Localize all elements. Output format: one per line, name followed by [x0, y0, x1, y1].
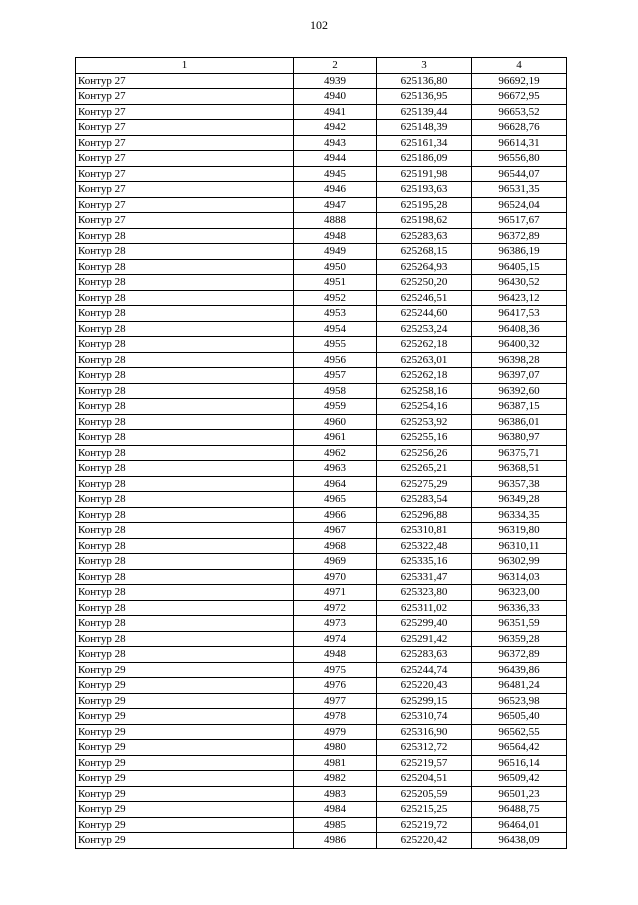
contour-name-cell: Контур 28 — [76, 306, 294, 322]
x-coordinate-cell: 625310,81 — [377, 523, 472, 539]
table-row — [76, 182, 567, 198]
contour-name-cell: Контур 27 — [76, 73, 294, 89]
contour-name-cell: Контур 28 — [76, 244, 294, 260]
y-coordinate-cell: 96359,28 — [472, 631, 567, 647]
table-row — [76, 430, 567, 446]
table-row — [76, 538, 567, 554]
x-coordinate-cell: 625136,80 — [377, 73, 472, 89]
x-coordinate-cell: 625283,63 — [377, 647, 472, 663]
table-row — [76, 151, 567, 167]
contour-name-cell: Контур 28 — [76, 368, 294, 384]
contour-name-cell: Контур 28 — [76, 352, 294, 368]
point-number-cell: 4954 — [294, 321, 377, 337]
x-coordinate-cell: 625311,02 — [377, 600, 472, 616]
point-number-cell: 4972 — [294, 600, 377, 616]
y-coordinate-cell: 96517,67 — [472, 213, 567, 229]
y-coordinate-cell: 96628,76 — [472, 120, 567, 136]
x-coordinate-cell: 625283,63 — [377, 228, 472, 244]
point-number-cell: 4983 — [294, 786, 377, 802]
x-coordinate-cell: 625312,72 — [377, 740, 472, 756]
table-row — [76, 523, 567, 539]
contour-name-cell: Контур 28 — [76, 430, 294, 446]
point-number-cell: 4948 — [294, 647, 377, 663]
x-coordinate-cell: 625291,42 — [377, 631, 472, 647]
x-coordinate-cell: 625323,80 — [377, 585, 472, 601]
contour-name-cell: Контур 28 — [76, 337, 294, 353]
point-number-cell: 4947 — [294, 197, 377, 213]
contour-name-cell: Контур 29 — [76, 817, 294, 833]
y-coordinate-cell: 96398,28 — [472, 352, 567, 368]
point-number-cell: 4968 — [294, 538, 377, 554]
table-row — [76, 135, 567, 151]
y-coordinate-cell: 96397,07 — [472, 368, 567, 384]
contour-name-cell: Контур 28 — [76, 631, 294, 647]
contour-name-cell: Контур 27 — [76, 104, 294, 120]
x-coordinate-cell: 625250,20 — [377, 275, 472, 291]
x-coordinate-cell: 625322,48 — [377, 538, 472, 554]
contour-name-cell: Контур 29 — [76, 724, 294, 740]
table-row — [76, 445, 567, 461]
x-coordinate-cell: 625268,15 — [377, 244, 472, 260]
y-coordinate-cell: 96380,97 — [472, 430, 567, 446]
y-coordinate-cell: 96408,36 — [472, 321, 567, 337]
y-coordinate-cell: 96509,42 — [472, 771, 567, 787]
y-coordinate-cell: 96334,35 — [472, 507, 567, 523]
point-number-cell: 4974 — [294, 631, 377, 647]
y-coordinate-cell: 96653,52 — [472, 104, 567, 120]
x-coordinate-cell: 625258,16 — [377, 383, 472, 399]
table-row — [76, 709, 567, 725]
contour-name-cell: Контур 28 — [76, 492, 294, 508]
table-row — [76, 228, 567, 244]
point-number-cell: 4973 — [294, 616, 377, 632]
contour-name-cell: Контур 28 — [76, 259, 294, 275]
point-number-cell: 4888 — [294, 213, 377, 229]
x-coordinate-cell: 625193,63 — [377, 182, 472, 198]
point-number-cell: 4943 — [294, 135, 377, 151]
x-coordinate-cell: 625253,92 — [377, 414, 472, 430]
y-coordinate-cell: 96375,71 — [472, 445, 567, 461]
point-number-cell: 4976 — [294, 678, 377, 694]
x-coordinate-cell: 625283,54 — [377, 492, 472, 508]
contour-name-cell: Контур 29 — [76, 693, 294, 709]
y-coordinate-cell: 96336,33 — [472, 600, 567, 616]
point-number-cell: 4980 — [294, 740, 377, 756]
point-number-cell: 4971 — [294, 585, 377, 601]
y-coordinate-cell: 96386,19 — [472, 244, 567, 260]
contour-name-cell: Контур 29 — [76, 833, 294, 849]
y-coordinate-cell: 96319,80 — [472, 523, 567, 539]
point-number-cell: 4967 — [294, 523, 377, 539]
table-row — [76, 275, 567, 291]
column-header: 1 — [76, 58, 294, 74]
x-coordinate-cell: 625204,51 — [377, 771, 472, 787]
contour-name-cell: Контур 28 — [76, 523, 294, 539]
point-number-cell: 4962 — [294, 445, 377, 461]
x-coordinate-cell: 625262,18 — [377, 337, 472, 353]
contour-name-cell: Контур 29 — [76, 786, 294, 802]
x-coordinate-cell: 625205,59 — [377, 786, 472, 802]
y-coordinate-cell: 96438,09 — [472, 833, 567, 849]
x-coordinate-cell: 625255,16 — [377, 430, 472, 446]
x-coordinate-cell: 625148,39 — [377, 120, 472, 136]
table-row — [76, 569, 567, 585]
table-row — [76, 631, 567, 647]
table-row — [76, 383, 567, 399]
x-coordinate-cell: 625256,26 — [377, 445, 472, 461]
contour-name-cell: Контур 29 — [76, 755, 294, 771]
table-body — [76, 73, 567, 848]
contour-name-cell: Контур 28 — [76, 538, 294, 554]
table-row — [76, 399, 567, 415]
table-row — [76, 244, 567, 260]
x-coordinate-cell: 625296,88 — [377, 507, 472, 523]
point-number-cell: 4953 — [294, 306, 377, 322]
table-row — [76, 647, 567, 663]
point-number-cell: 4949 — [294, 244, 377, 260]
contour-name-cell: Контур 28 — [76, 569, 294, 585]
table-row — [76, 585, 567, 601]
y-coordinate-cell: 96314,03 — [472, 569, 567, 585]
table-row — [76, 662, 567, 678]
x-coordinate-cell: 625215,25 — [377, 802, 472, 818]
y-coordinate-cell: 96349,28 — [472, 492, 567, 508]
y-coordinate-cell: 96323,00 — [472, 585, 567, 601]
contour-name-cell: Контур 28 — [76, 476, 294, 492]
y-coordinate-cell: 96417,53 — [472, 306, 567, 322]
table-row — [76, 802, 567, 818]
x-coordinate-cell: 625262,18 — [377, 368, 472, 384]
contour-name-cell: Контур 28 — [76, 585, 294, 601]
table-row — [76, 321, 567, 337]
x-coordinate-cell: 625299,40 — [377, 616, 472, 632]
point-number-cell: 4979 — [294, 724, 377, 740]
contour-name-cell: Контур 28 — [76, 445, 294, 461]
contour-name-cell: Контур 29 — [76, 740, 294, 756]
contour-name-cell: Контур 28 — [76, 507, 294, 523]
contour-name-cell: Контур 28 — [76, 290, 294, 306]
x-coordinate-cell: 625161,34 — [377, 135, 472, 151]
point-number-cell: 4986 — [294, 833, 377, 849]
contour-name-cell: Контур 28 — [76, 616, 294, 632]
point-number-cell: 4958 — [294, 383, 377, 399]
column-header: 3 — [377, 58, 472, 74]
table-row — [76, 368, 567, 384]
table-row — [76, 352, 567, 368]
x-coordinate-cell: 625244,74 — [377, 662, 472, 678]
point-number-cell: 4984 — [294, 802, 377, 818]
contour-name-cell: Контур 28 — [76, 228, 294, 244]
x-coordinate-cell: 625195,28 — [377, 197, 472, 213]
y-coordinate-cell: 96564,42 — [472, 740, 567, 756]
table-row — [76, 724, 567, 740]
table-row — [76, 73, 567, 89]
y-coordinate-cell: 96423,12 — [472, 290, 567, 306]
point-number-cell: 4941 — [294, 104, 377, 120]
table-row — [76, 693, 567, 709]
y-coordinate-cell: 96481,24 — [472, 678, 567, 694]
x-coordinate-cell: 625264,93 — [377, 259, 472, 275]
contour-name-cell: Контур 29 — [76, 771, 294, 787]
contour-name-cell: Контур 27 — [76, 151, 294, 167]
y-coordinate-cell: 96392,60 — [472, 383, 567, 399]
point-number-cell: 4939 — [294, 73, 377, 89]
x-coordinate-cell: 625253,24 — [377, 321, 472, 337]
y-coordinate-cell: 96310,11 — [472, 538, 567, 554]
table-row — [76, 461, 567, 477]
contour-name-cell: Контур 28 — [76, 600, 294, 616]
y-coordinate-cell: 96516,14 — [472, 755, 567, 771]
y-coordinate-cell: 96430,52 — [472, 275, 567, 291]
contour-name-cell: Контур 28 — [76, 414, 294, 430]
coordinates-table — [75, 57, 567, 849]
point-number-cell: 4959 — [294, 399, 377, 415]
table-row — [76, 507, 567, 523]
x-coordinate-cell: 625316,90 — [377, 724, 472, 740]
x-coordinate-cell: 625191,98 — [377, 166, 472, 182]
y-coordinate-cell: 96692,19 — [472, 73, 567, 89]
y-coordinate-cell: 96524,04 — [472, 197, 567, 213]
table-row — [76, 755, 567, 771]
contour-name-cell: Контур 27 — [76, 213, 294, 229]
y-coordinate-cell: 96556,80 — [472, 151, 567, 167]
y-coordinate-cell: 96372,89 — [472, 228, 567, 244]
contour-name-cell: Контур 28 — [76, 461, 294, 477]
table-row — [76, 678, 567, 694]
table-row — [76, 337, 567, 353]
x-coordinate-cell: 625331,47 — [377, 569, 472, 585]
contour-name-cell: Контур 29 — [76, 662, 294, 678]
contour-name-cell: Контур 27 — [76, 182, 294, 198]
point-number-cell: 4969 — [294, 554, 377, 570]
y-coordinate-cell: 96351,59 — [472, 616, 567, 632]
table-row — [76, 104, 567, 120]
point-number-cell: 4950 — [294, 259, 377, 275]
contour-name-cell: Контур 28 — [76, 383, 294, 399]
point-number-cell: 4940 — [294, 89, 377, 105]
x-coordinate-cell: 625220,42 — [377, 833, 472, 849]
table-row — [76, 786, 567, 802]
x-coordinate-cell: 625310,74 — [377, 709, 472, 725]
point-number-cell: 4951 — [294, 275, 377, 291]
point-number-cell: 4982 — [294, 771, 377, 787]
table-header-row — [76, 58, 567, 74]
x-coordinate-cell: 625335,16 — [377, 554, 472, 570]
contour-name-cell: Контур 28 — [76, 647, 294, 663]
y-coordinate-cell: 96531,35 — [472, 182, 567, 198]
x-coordinate-cell: 625265,21 — [377, 461, 472, 477]
x-coordinate-cell: 625244,60 — [377, 306, 472, 322]
x-coordinate-cell: 625220,43 — [377, 678, 472, 694]
y-coordinate-cell: 96562,55 — [472, 724, 567, 740]
point-number-cell: 4957 — [294, 368, 377, 384]
y-coordinate-cell: 96357,38 — [472, 476, 567, 492]
table-row — [76, 259, 567, 275]
x-coordinate-cell: 625219,57 — [377, 755, 472, 771]
point-number-cell: 4964 — [294, 476, 377, 492]
y-coordinate-cell: 96464,01 — [472, 817, 567, 833]
x-coordinate-cell: 625299,15 — [377, 693, 472, 709]
contour-name-cell: Контур 29 — [76, 678, 294, 694]
page-number: 102 — [310, 18, 328, 32]
x-coordinate-cell: 625263,01 — [377, 352, 472, 368]
table-row — [76, 554, 567, 570]
x-coordinate-cell: 625136,95 — [377, 89, 472, 105]
contour-name-cell: Контур 28 — [76, 554, 294, 570]
y-coordinate-cell: 96302,99 — [472, 554, 567, 570]
y-coordinate-cell: 96372,89 — [472, 647, 567, 663]
table-row — [76, 740, 567, 756]
table-row — [76, 290, 567, 306]
point-number-cell: 4963 — [294, 461, 377, 477]
x-coordinate-cell: 625254,16 — [377, 399, 472, 415]
point-number-cell: 4960 — [294, 414, 377, 430]
table-row — [76, 616, 567, 632]
point-number-cell: 4956 — [294, 352, 377, 368]
point-number-cell: 4975 — [294, 662, 377, 678]
table-row — [76, 817, 567, 833]
y-coordinate-cell: 96505,40 — [472, 709, 567, 725]
contour-name-cell: Контур 27 — [76, 197, 294, 213]
y-coordinate-cell: 96614,31 — [472, 135, 567, 151]
point-number-cell: 4961 — [294, 430, 377, 446]
contour-name-cell: Контур 29 — [76, 802, 294, 818]
y-coordinate-cell: 96501,23 — [472, 786, 567, 802]
point-number-cell: 4981 — [294, 755, 377, 771]
point-number-cell: 4955 — [294, 337, 377, 353]
column-header: 2 — [294, 58, 377, 74]
y-coordinate-cell: 96544,07 — [472, 166, 567, 182]
x-coordinate-cell: 625198,62 — [377, 213, 472, 229]
x-coordinate-cell: 625219,72 — [377, 817, 472, 833]
table-row — [76, 771, 567, 787]
point-number-cell: 4945 — [294, 166, 377, 182]
point-number-cell: 4952 — [294, 290, 377, 306]
point-number-cell: 4966 — [294, 507, 377, 523]
point-number-cell: 4977 — [294, 693, 377, 709]
contour-name-cell: Контур 27 — [76, 166, 294, 182]
table-row — [76, 306, 567, 322]
y-coordinate-cell: 96523,98 — [472, 693, 567, 709]
table-row — [76, 213, 567, 229]
contour-name-cell: Контур 28 — [76, 321, 294, 337]
point-number-cell: 4944 — [294, 151, 377, 167]
table-row — [76, 166, 567, 182]
contour-name-cell: Контур 28 — [76, 399, 294, 415]
table-row — [76, 197, 567, 213]
y-coordinate-cell: 96672,95 — [472, 89, 567, 105]
table-row — [76, 492, 567, 508]
table-row — [76, 476, 567, 492]
y-coordinate-cell: 96439,86 — [472, 662, 567, 678]
contour-name-cell: Контур 28 — [76, 275, 294, 291]
y-coordinate-cell: 96386,01 — [472, 414, 567, 430]
table-row — [76, 600, 567, 616]
point-number-cell: 4965 — [294, 492, 377, 508]
point-number-cell: 4946 — [294, 182, 377, 198]
x-coordinate-cell: 625139,44 — [377, 104, 472, 120]
point-number-cell: 4970 — [294, 569, 377, 585]
contour-name-cell: Контур 27 — [76, 89, 294, 105]
table-row — [76, 414, 567, 430]
point-number-cell: 4978 — [294, 709, 377, 725]
point-number-cell: 4985 — [294, 817, 377, 833]
column-header: 4 — [472, 58, 567, 74]
table-row — [76, 89, 567, 105]
x-coordinate-cell: 625186,09 — [377, 151, 472, 167]
point-number-cell: 4948 — [294, 228, 377, 244]
y-coordinate-cell: 96488,75 — [472, 802, 567, 818]
x-coordinate-cell: 625275,29 — [377, 476, 472, 492]
contour-name-cell: Контур 29 — [76, 709, 294, 725]
y-coordinate-cell: 96405,15 — [472, 259, 567, 275]
contour-name-cell: Контур 27 — [76, 135, 294, 151]
table-row — [76, 833, 567, 849]
contour-name-cell: Контур 27 — [76, 120, 294, 136]
table-row — [76, 120, 567, 136]
point-number-cell: 4942 — [294, 120, 377, 136]
x-coordinate-cell: 625246,51 — [377, 290, 472, 306]
y-coordinate-cell: 96387,15 — [472, 399, 567, 415]
y-coordinate-cell: 96400,32 — [472, 337, 567, 353]
y-coordinate-cell: 96368,51 — [472, 461, 567, 477]
